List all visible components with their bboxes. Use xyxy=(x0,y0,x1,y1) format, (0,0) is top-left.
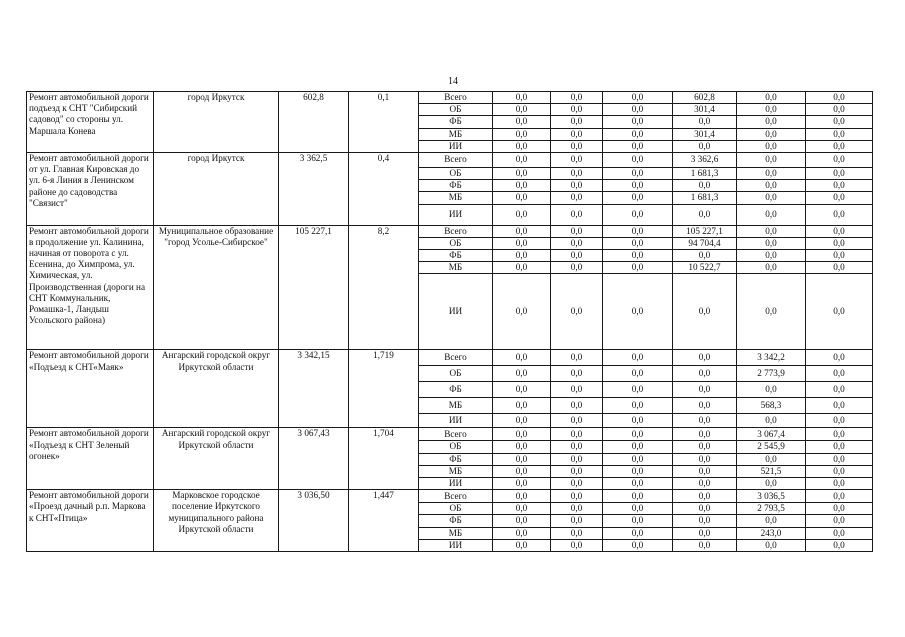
value-cell: 0,0 xyxy=(493,140,551,152)
project-location-cell: Ангарский городской округ Иркутской области xyxy=(154,428,279,490)
value-cell: 0,0 xyxy=(603,350,673,366)
value-cell: 0,0 xyxy=(806,192,873,204)
value-cell: 602,8 xyxy=(673,92,737,104)
value-cell: 0,0 xyxy=(493,465,551,477)
value-cell: 0,0 xyxy=(737,414,806,428)
value-cell: 0,0 xyxy=(493,503,551,515)
value-cell: 0,0 xyxy=(737,140,806,152)
value-cell: 0,0 xyxy=(806,116,873,128)
project-cost-cell: 3 067,43 xyxy=(279,428,349,490)
value-cell: 0,0 xyxy=(551,180,603,192)
value-cell: 0,0 xyxy=(737,262,806,274)
funding-source-cell: ФБ xyxy=(419,382,493,398)
project-cost-cell: 105 227,1 xyxy=(279,225,349,350)
funding-source-cell: ИИ xyxy=(419,539,493,551)
value-cell: 0,0 xyxy=(551,490,603,503)
value-cell: 0,0 xyxy=(806,92,873,104)
funding-source-cell: МБ xyxy=(419,192,493,204)
table-row xyxy=(27,490,873,503)
value-cell: 0,0 xyxy=(673,414,737,428)
value-cell: 0,0 xyxy=(603,441,673,453)
funding-source-cell: ФБ xyxy=(419,250,493,262)
project-cost-cell: 3 362,5 xyxy=(279,153,349,226)
value-cell: 105 227,1 xyxy=(673,225,737,237)
value-cell: 0,0 xyxy=(551,515,603,527)
value-cell: 0,0 xyxy=(603,237,673,249)
value-cell: 0,0 xyxy=(551,503,603,515)
value-cell: 3 342,2 xyxy=(737,350,806,366)
value-cell: 0,0 xyxy=(551,382,603,398)
project-cost-cell: 3 036,50 xyxy=(279,490,349,552)
value-cell: 0,0 xyxy=(737,204,806,225)
value-cell: 0,0 xyxy=(806,453,873,465)
value-cell: 0,0 xyxy=(806,490,873,503)
value-cell: 0,0 xyxy=(493,428,551,441)
value-cell: 0,0 xyxy=(551,453,603,465)
value-cell: 0,0 xyxy=(806,237,873,249)
project-location-cell: Ангарский городской округ Иркутской области xyxy=(154,350,279,428)
funding-source-cell: ОБ xyxy=(419,104,493,116)
project-length-cell: 1,704 xyxy=(349,428,419,490)
value-cell: 0,0 xyxy=(551,204,603,225)
funding-source-cell: ОБ xyxy=(419,237,493,249)
project-name-cell: Ремонт автомобильной дороги в продолжение ул. Калинина, начиная от поворота с ул. Есенина, до Химпрома, ул. Химическая, ул. Производственная (дороги на СНТ Коммунальник, Ромашка-1, Ландыш Усольского района) xyxy=(27,225,154,350)
value-cell: 0,0 xyxy=(551,478,603,490)
funding-source-cell: Всего xyxy=(419,428,493,441)
value-cell: 0,0 xyxy=(673,140,737,152)
value-cell: 0,0 xyxy=(673,398,737,414)
value-cell: 0,0 xyxy=(737,274,806,350)
value-cell: 0,0 xyxy=(551,414,603,428)
value-cell: 0,0 xyxy=(493,180,551,192)
value-cell: 0,0 xyxy=(603,168,673,180)
funding-source-cell: ИИ xyxy=(419,274,493,350)
funding-source-cell: МБ xyxy=(419,262,493,274)
project-length-cell: 0,1 xyxy=(349,92,419,153)
value-cell: 0,0 xyxy=(493,92,551,104)
project-name-cell: Ремонт автомобильной дороги «Подъезд к СНТ Зеленый огонек» xyxy=(27,428,154,490)
value-cell: 1 681,3 xyxy=(673,168,737,180)
funding-source-cell: Всего xyxy=(419,153,493,168)
value-cell: 243,0 xyxy=(737,527,806,539)
value-cell: 0,0 xyxy=(603,503,673,515)
value-cell: 0,0 xyxy=(493,153,551,168)
project-cost-cell: 602,8 xyxy=(279,92,349,153)
value-cell: 3 036,5 xyxy=(737,490,806,503)
value-cell: 0,0 xyxy=(673,527,737,539)
value-cell: 0,0 xyxy=(673,441,737,453)
funding-source-cell: МБ xyxy=(419,465,493,477)
value-cell: 0,0 xyxy=(551,398,603,414)
value-cell: 0,0 xyxy=(806,478,873,490)
value-cell: 0,0 xyxy=(551,225,603,237)
value-cell: 0,0 xyxy=(806,180,873,192)
value-cell: 0,0 xyxy=(493,478,551,490)
value-cell: 0,0 xyxy=(493,116,551,128)
funding-source-cell: ФБ xyxy=(419,116,493,128)
funding-source-cell: ИИ xyxy=(419,414,493,428)
project-location-cell: Муниципальное образование "город Усолье-Сибирское" xyxy=(154,225,279,350)
value-cell: 0,0 xyxy=(493,262,551,274)
value-cell: 0,0 xyxy=(737,237,806,249)
value-cell: 0,0 xyxy=(673,180,737,192)
value-cell: 0,0 xyxy=(673,428,737,441)
value-cell: 0,0 xyxy=(603,250,673,262)
value-cell: 0,0 xyxy=(551,237,603,249)
value-cell: 521,5 xyxy=(737,465,806,477)
value-cell: 0,0 xyxy=(493,398,551,414)
project-location-cell: Марковское городское поселение Иркутского муниципального района Иркутской области xyxy=(154,490,279,552)
funding-source-cell: ФБ xyxy=(419,515,493,527)
value-cell: 0,0 xyxy=(493,453,551,465)
value-cell: 0,0 xyxy=(603,465,673,477)
value-cell: 0,0 xyxy=(806,398,873,414)
funding-source-cell: ИИ xyxy=(419,478,493,490)
value-cell: 0,0 xyxy=(603,490,673,503)
value-cell: 0,0 xyxy=(493,250,551,262)
value-cell: 0,0 xyxy=(673,453,737,465)
value-cell: 0,0 xyxy=(806,153,873,168)
value-cell: 0,0 xyxy=(603,92,673,104)
value-cell: 3 067,4 xyxy=(737,428,806,441)
funding-source-cell: Всего xyxy=(419,92,493,104)
value-cell: 568,3 xyxy=(737,398,806,414)
value-cell: 0,0 xyxy=(806,204,873,225)
funding-source-cell: МБ xyxy=(419,398,493,414)
project-name-cell: Ремонт автомобильной дороги «Проезд дачный р.п. Маркова к СНТ«Птица» xyxy=(27,490,154,552)
value-cell: 0,0 xyxy=(737,128,806,140)
value-cell: 0,0 xyxy=(806,274,873,350)
value-cell: 0,0 xyxy=(737,250,806,262)
value-cell: 0,0 xyxy=(551,527,603,539)
funding-source-cell: МБ xyxy=(419,527,493,539)
value-cell: 0,0 xyxy=(551,192,603,204)
project-name-cell: Ремонт автомобильной дороги подъезд к СНТ "Сибирский садовод" со стороны ул. Маршала Конева xyxy=(27,92,154,153)
value-cell: 0,0 xyxy=(603,262,673,274)
value-cell: 0,0 xyxy=(603,398,673,414)
value-cell: 0,0 xyxy=(603,225,673,237)
value-cell: 0,0 xyxy=(737,478,806,490)
funding-source-cell: ОБ xyxy=(419,366,493,382)
value-cell: 0,0 xyxy=(806,140,873,152)
table-row xyxy=(27,428,873,441)
value-cell: 0,0 xyxy=(737,168,806,180)
value-cell: 0,0 xyxy=(603,515,673,527)
funding-table xyxy=(26,91,873,552)
funding-source-cell: Всего xyxy=(419,490,493,503)
value-cell: 10 522,7 xyxy=(673,262,737,274)
value-cell: 0,0 xyxy=(737,153,806,168)
value-cell: 0,0 xyxy=(551,116,603,128)
funding-source-cell: ИИ xyxy=(419,140,493,152)
value-cell: 0,0 xyxy=(673,490,737,503)
value-cell: 0,0 xyxy=(737,225,806,237)
value-cell: 0,0 xyxy=(551,104,603,116)
table-row xyxy=(27,225,873,237)
value-cell: 3 362,6 xyxy=(673,153,737,168)
value-cell: 0,0 xyxy=(806,366,873,382)
value-cell: 0,0 xyxy=(493,414,551,428)
value-cell: 0,0 xyxy=(673,382,737,398)
funding-source-cell: ФБ xyxy=(419,453,493,465)
funding-source-cell: ОБ xyxy=(419,441,493,453)
value-cell: 0,0 xyxy=(673,204,737,225)
value-cell: 0,0 xyxy=(603,414,673,428)
value-cell: 0,0 xyxy=(493,192,551,204)
value-cell: 0,0 xyxy=(737,192,806,204)
project-location-cell: город Иркутск xyxy=(154,92,279,153)
value-cell: 0,0 xyxy=(603,204,673,225)
value-cell: 0,0 xyxy=(551,168,603,180)
value-cell: 0,0 xyxy=(806,168,873,180)
value-cell: 0,0 xyxy=(551,250,603,262)
value-cell: 0,0 xyxy=(806,414,873,428)
value-cell: 0,0 xyxy=(673,350,737,366)
funding-source-cell: ОБ xyxy=(419,503,493,515)
value-cell: 0,0 xyxy=(493,350,551,366)
value-cell: 0,0 xyxy=(603,153,673,168)
value-cell: 0,0 xyxy=(551,441,603,453)
table-row xyxy=(27,92,873,104)
value-cell: 0,0 xyxy=(603,527,673,539)
value-cell: 301,4 xyxy=(673,104,737,116)
value-cell: 0,0 xyxy=(493,441,551,453)
value-cell: 0,0 xyxy=(673,366,737,382)
value-cell: 0,0 xyxy=(551,350,603,366)
value-cell: 0,0 xyxy=(551,274,603,350)
value-cell: 0,0 xyxy=(603,453,673,465)
value-cell: 0,0 xyxy=(673,515,737,527)
value-cell: 0,0 xyxy=(493,527,551,539)
value-cell: 0,0 xyxy=(806,441,873,453)
funding-source-cell: Всего xyxy=(419,350,493,366)
value-cell: 0,0 xyxy=(806,350,873,366)
value-cell: 2 545,9 xyxy=(737,441,806,453)
value-cell: 0,0 xyxy=(673,539,737,551)
value-cell: 0,0 xyxy=(806,515,873,527)
funding-source-cell: ФБ xyxy=(419,180,493,192)
project-length-cell: 8,2 xyxy=(349,225,419,350)
value-cell: 0,0 xyxy=(806,225,873,237)
value-cell: 0,0 xyxy=(603,104,673,116)
value-cell: 0,0 xyxy=(737,180,806,192)
value-cell: 0,0 xyxy=(493,204,551,225)
value-cell: 0,0 xyxy=(603,128,673,140)
value-cell: 0,0 xyxy=(806,104,873,116)
value-cell: 0,0 xyxy=(806,262,873,274)
value-cell: 0,0 xyxy=(551,262,603,274)
value-cell: 0,0 xyxy=(737,453,806,465)
value-cell: 0,0 xyxy=(603,478,673,490)
table-row xyxy=(27,153,873,168)
value-cell: 301,4 xyxy=(673,128,737,140)
value-cell: 94 704,4 xyxy=(673,237,737,249)
value-cell: 0,0 xyxy=(551,539,603,551)
value-cell: 0,0 xyxy=(603,274,673,350)
project-cost-cell: 3 342,15 xyxy=(279,350,349,428)
value-cell: 0,0 xyxy=(806,428,873,441)
project-name-cell: Ремонт автомобильной дороги «Подъезд к СНТ«Маяк» xyxy=(27,350,154,428)
value-cell: 0,0 xyxy=(673,250,737,262)
value-cell: 0,0 xyxy=(673,503,737,515)
value-cell: 0,0 xyxy=(551,428,603,441)
value-cell: 0,0 xyxy=(806,250,873,262)
project-length-cell: 1,719 xyxy=(349,350,419,428)
value-cell: 0,0 xyxy=(603,116,673,128)
value-cell: 0,0 xyxy=(673,274,737,350)
value-cell: 0,0 xyxy=(806,527,873,539)
project-length-cell: 0,4 xyxy=(349,153,419,226)
project-length-cell: 1,447 xyxy=(349,490,419,552)
table-row xyxy=(27,350,873,366)
value-cell: 0,0 xyxy=(551,153,603,168)
value-cell: 0,0 xyxy=(551,128,603,140)
page-number: 14 xyxy=(448,76,458,87)
value-cell: 0,0 xyxy=(673,478,737,490)
value-cell: 0,0 xyxy=(603,192,673,204)
value-cell: 0,0 xyxy=(603,180,673,192)
value-cell: 0,0 xyxy=(493,539,551,551)
funding-source-cell: Всего xyxy=(419,225,493,237)
value-cell: 1 681,3 xyxy=(673,192,737,204)
value-cell: 2 793,5 xyxy=(737,503,806,515)
value-cell: 0,0 xyxy=(603,428,673,441)
value-cell: 0,0 xyxy=(603,140,673,152)
value-cell: 0,0 xyxy=(737,116,806,128)
value-cell: 0,0 xyxy=(806,128,873,140)
project-name-cell: Ремонт автомобильной дороги от ул. Главная Кировская до ул. 6-я Линия в Ленинском районе до садоводства "Связист" xyxy=(27,153,154,226)
value-cell: 0,0 xyxy=(493,490,551,503)
value-cell: 0,0 xyxy=(806,503,873,515)
value-cell: 0,0 xyxy=(493,128,551,140)
value-cell: 0,0 xyxy=(493,382,551,398)
value-cell: 0,0 xyxy=(493,274,551,350)
value-cell: 0,0 xyxy=(551,465,603,477)
funding-source-cell: ИИ xyxy=(419,204,493,225)
project-location-cell: город Иркутск xyxy=(154,153,279,226)
value-cell: 0,0 xyxy=(603,539,673,551)
value-cell: 0,0 xyxy=(551,366,603,382)
value-cell: 0,0 xyxy=(673,116,737,128)
value-cell: 0,0 xyxy=(737,515,806,527)
value-cell: 0,0 xyxy=(806,539,873,551)
value-cell: 0,0 xyxy=(737,104,806,116)
value-cell: 0,0 xyxy=(806,382,873,398)
value-cell: 0,0 xyxy=(737,382,806,398)
value-cell: 0,0 xyxy=(551,92,603,104)
value-cell: 0,0 xyxy=(737,539,806,551)
value-cell: 0,0 xyxy=(493,237,551,249)
value-cell: 0,0 xyxy=(603,366,673,382)
value-cell: 2 773,9 xyxy=(737,366,806,382)
funding-source-cell: ОБ xyxy=(419,168,493,180)
value-cell: 0,0 xyxy=(673,465,737,477)
value-cell: 0,0 xyxy=(551,140,603,152)
value-cell: 0,0 xyxy=(806,465,873,477)
value-cell: 0,0 xyxy=(603,382,673,398)
value-cell: 0,0 xyxy=(493,168,551,180)
value-cell: 0,0 xyxy=(737,92,806,104)
value-cell: 0,0 xyxy=(493,366,551,382)
funding-source-cell: МБ xyxy=(419,128,493,140)
value-cell: 0,0 xyxy=(493,225,551,237)
value-cell: 0,0 xyxy=(493,515,551,527)
value-cell: 0,0 xyxy=(493,104,551,116)
